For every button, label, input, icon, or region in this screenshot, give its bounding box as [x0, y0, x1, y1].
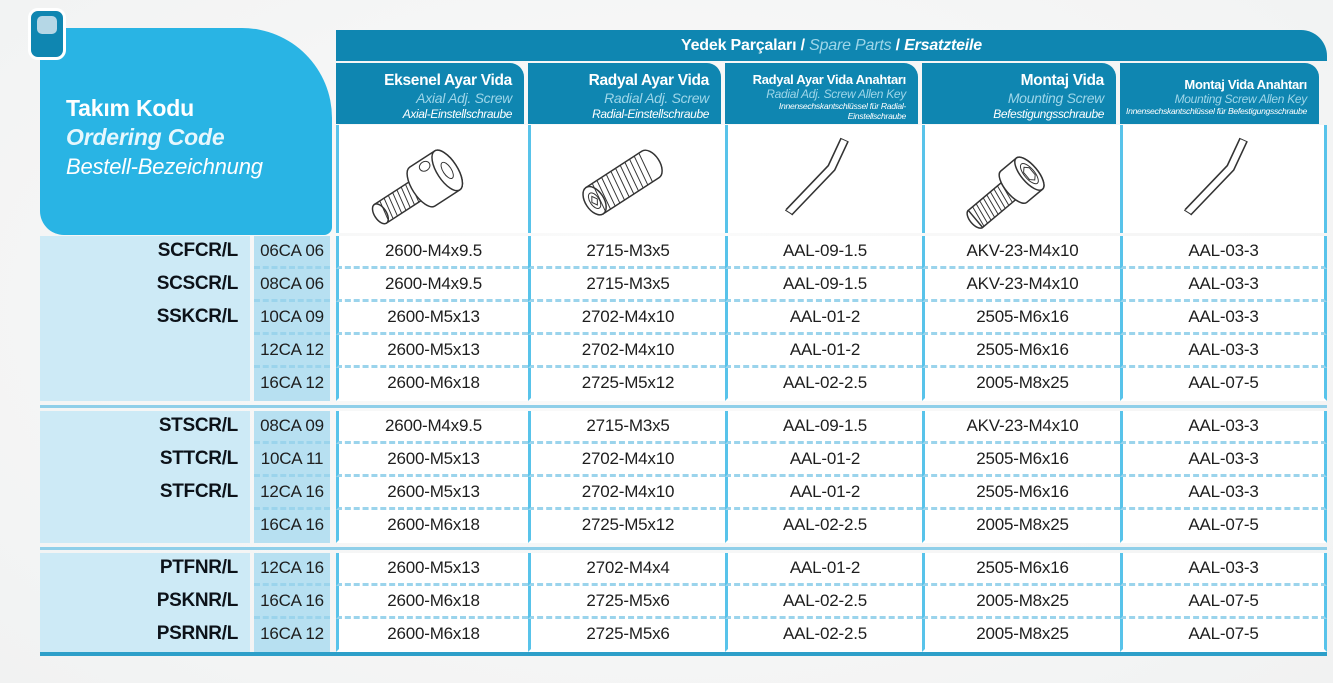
- cap-screw-drawing: [935, 129, 1111, 229]
- spare-parts-title-de: Ersatzteile: [904, 36, 982, 54]
- part-number-cell: 2725-M5x6: [528, 586, 725, 619]
- table-row: [40, 510, 1327, 543]
- column-headers: [336, 63, 1327, 124]
- part-number-cell: 2702-M4x10: [528, 477, 725, 510]
- group-separator-line: [40, 547, 1327, 550]
- set-screw-image-cell: [528, 125, 725, 233]
- allen-key-drawing: [1136, 129, 1312, 229]
- part-number-cell: 2005-M8x25: [922, 619, 1120, 652]
- part-number-cell: AAL-03-3: [1120, 269, 1327, 302]
- part-number-cell: 2725-M5x6: [528, 619, 725, 652]
- part-number-cell: AAL-01-2: [725, 444, 922, 477]
- size-code-cell: 12CA 16: [254, 553, 330, 586]
- part-number-cell: 2600-M4x9.5: [336, 236, 528, 269]
- size-code-cell: 16CA 12: [254, 619, 330, 652]
- set-screw-drawing: [540, 129, 716, 229]
- part-number-cell: 2005-M8x25: [922, 586, 1120, 619]
- table-row: [40, 553, 1327, 586]
- part-number-cell: AAL-03-3: [1120, 335, 1327, 368]
- part-number-cell: AAL-03-3: [1120, 411, 1327, 444]
- header-de: Innensechskantschlüssel für Befestigungsschraube: [1126, 106, 1307, 117]
- column-header-radial-allen-key: [725, 63, 918, 124]
- part-number-cell: 2600-M6x18: [336, 510, 528, 543]
- part-number-cell: AAL-03-3: [1120, 553, 1327, 586]
- size-code-cell: 08CA 06: [254, 269, 330, 302]
- header-en: Radial Adj. Screw: [604, 90, 709, 107]
- part-number-cell: 2600-M5x13: [336, 553, 528, 586]
- part-number-cell: 2505-M6x16: [922, 302, 1120, 335]
- header-tr: Montaj Vida Anahtarı: [1184, 76, 1307, 92]
- size-code-cell: 16CA 16: [254, 510, 330, 543]
- part-number-cell: 2600-M5x13: [336, 477, 528, 510]
- header-de: Axial-Einstellschraube: [402, 106, 512, 121]
- part-number-cell: AAL-07-5: [1120, 586, 1327, 619]
- tool-code-label: PTFNR/L: [40, 553, 250, 586]
- header-en: Mounting Screw Allen Key: [1174, 92, 1307, 107]
- part-number-cell: AAL-09-1.5: [725, 269, 922, 302]
- part-number-cell: 2715-M3x5: [528, 269, 725, 302]
- spare-parts-title-tr: Yedek Parçaları: [681, 36, 797, 54]
- table-row: [40, 619, 1327, 652]
- part-number-cell: 2600-M6x18: [336, 586, 528, 619]
- size-code-cell: 06CA 06: [254, 236, 330, 269]
- part-number-cell: 2702-M4x4: [528, 553, 725, 586]
- part-number-cell: 2702-M4x10: [528, 444, 725, 477]
- table-row: [40, 236, 1327, 269]
- part-number-cell: AKV-23-M4x10: [922, 236, 1120, 269]
- table-row: [40, 586, 1327, 619]
- header-tr: Radyal Ayar Vida Anahtarı: [752, 71, 906, 87]
- part-number-cell: 2600-M6x18: [336, 619, 528, 652]
- parts-table-body: [40, 236, 1327, 656]
- part-number-cell: AAL-03-3: [1120, 444, 1327, 477]
- part-number-cell: AAL-02-2.5: [725, 368, 922, 401]
- part-number-cell: 2600-M5x13: [336, 444, 528, 477]
- table-row: [40, 477, 1327, 510]
- tool-code-label: STFCR/L: [40, 477, 250, 510]
- tool-code-label: SCSCR/L: [40, 269, 250, 302]
- size-code-cell: 12CA 12: [254, 335, 330, 368]
- group-separator-line: [40, 405, 1327, 408]
- part-number-cell: AAL-09-1.5: [725, 236, 922, 269]
- spare-parts-band: [336, 30, 1327, 61]
- axial-screw-image-cell: [336, 125, 528, 233]
- part-number-cell: AAL-01-2: [725, 553, 922, 586]
- part-number-cell: 2005-M8x25: [922, 510, 1120, 543]
- group-separator: [40, 543, 1327, 553]
- header-en: Radial Adj. Screw Allen Key: [766, 86, 906, 101]
- mounting-screw-image-cell: [922, 125, 1120, 233]
- size-code-cell: 10CA 09: [254, 302, 330, 335]
- table-row: [40, 335, 1327, 368]
- part-number-cell: 2505-M6x16: [922, 477, 1120, 510]
- table-row: [40, 302, 1327, 335]
- group-separator: [40, 401, 1327, 411]
- ordering-code-panel: [40, 28, 332, 235]
- column-header-axial-screw: [336, 63, 524, 124]
- size-code-cell: 16CA 16: [254, 586, 330, 619]
- allen-key-image-cell: [1120, 125, 1327, 233]
- title-separator: /: [796, 36, 810, 54]
- part-number-cell: AAL-02-2.5: [725, 510, 922, 543]
- part-number-cell: AKV-23-M4x10: [922, 411, 1120, 444]
- tool-code-label: [40, 335, 250, 368]
- tool-code-label: SSKCR/L: [40, 302, 250, 335]
- tool-code-label: PSKNR/L: [40, 586, 250, 619]
- tool-code-label: [40, 510, 250, 543]
- allen-key-image-cell: [725, 125, 922, 233]
- part-number-cell: AAL-01-2: [725, 302, 922, 335]
- ordering-code-title-tr: Takım Kodu: [66, 95, 194, 121]
- part-number-cell: 2600-M4x9.5: [336, 269, 528, 302]
- header-en: Axial Adj. Screw: [416, 90, 512, 107]
- tool-code-label: [40, 368, 250, 401]
- part-images-row: [336, 125, 1327, 233]
- part-number-cell: 2600-M6x18: [336, 368, 528, 401]
- header-de: Radial-Einstellschraube: [592, 106, 709, 121]
- part-number-cell: 2600-M5x13: [336, 335, 528, 368]
- part-number-cell: 2600-M5x13: [336, 302, 528, 335]
- size-code-cell: 12CA 16: [254, 477, 330, 510]
- title-separator: /: [891, 36, 905, 54]
- header-tr: Eksenel Ayar Vida: [384, 72, 512, 90]
- part-number-cell: AAL-03-3: [1120, 236, 1327, 269]
- column-header-mounting-screw: [922, 63, 1116, 124]
- part-number-cell: AAL-01-2: [725, 335, 922, 368]
- axial-screw-drawing: [346, 129, 522, 229]
- part-number-cell: AKV-23-M4x10: [922, 269, 1120, 302]
- part-number-cell: AAL-07-5: [1120, 510, 1327, 543]
- table-row: [40, 269, 1327, 302]
- ordering-code-title-en: Ordering Code: [66, 124, 225, 150]
- spare-parts-title-en: Spare Parts: [809, 36, 892, 54]
- part-number-cell: 2600-M4x9.5: [336, 411, 528, 444]
- tool-code-label: STSCR/L: [40, 411, 250, 444]
- part-number-cell: AAL-02-2.5: [725, 619, 922, 652]
- header-en: Mounting Screw: [1007, 90, 1104, 107]
- corner-tab-inner-square: [37, 16, 57, 34]
- part-number-cell: AAL-07-5: [1120, 368, 1327, 401]
- part-number-cell: AAL-03-3: [1120, 477, 1327, 510]
- part-number-cell: AAL-07-5: [1120, 619, 1327, 652]
- header-de: Befestigungsschraube: [993, 106, 1104, 121]
- size-code-cell: 16CA 12: [254, 368, 330, 401]
- corner-tab-decoration: [28, 8, 66, 60]
- size-code-cell: 10CA 11: [254, 444, 330, 477]
- header-tr: Radyal Ayar Vida: [588, 72, 709, 90]
- part-number-cell: 2702-M4x10: [528, 335, 725, 368]
- column-header-mounting-allen-key: [1120, 63, 1319, 124]
- tool-code-label: SCFCR/L: [40, 236, 250, 269]
- part-number-cell: 2505-M6x16: [922, 444, 1120, 477]
- header-tr: Montaj Vida: [1020, 72, 1104, 90]
- part-number-cell: 2725-M5x12: [528, 368, 725, 401]
- part-number-cell: 2005-M8x25: [922, 368, 1120, 401]
- part-number-cell: 2702-M4x10: [528, 302, 725, 335]
- header-de: Innensechskantschlüssel für Radial-Einstellschraube: [778, 101, 906, 122]
- part-number-cell: AAL-01-2: [725, 477, 922, 510]
- tool-code-label: STTCR/L: [40, 444, 250, 477]
- column-header-radial-screw: [528, 63, 721, 124]
- part-number-cell: AAL-03-3: [1120, 302, 1327, 335]
- part-number-cell: 2505-M6x16: [922, 553, 1120, 586]
- size-code-cell: 08CA 09: [254, 411, 330, 444]
- part-number-cell: 2505-M6x16: [922, 335, 1120, 368]
- part-number-cell: 2725-M5x12: [528, 510, 725, 543]
- part-number-cell: AAL-02-2.5: [725, 586, 922, 619]
- table-row: [40, 368, 1327, 401]
- part-number-cell: 2715-M3x5: [528, 411, 725, 444]
- allen-key-drawing: [737, 129, 913, 229]
- part-number-cell: 2715-M3x5: [528, 236, 725, 269]
- ordering-code-title-de: Bestell-Bezeichnung: [66, 154, 263, 179]
- tool-code-label: PSRNR/L: [40, 619, 250, 652]
- part-number-cell: AAL-09-1.5: [725, 411, 922, 444]
- table-row: [40, 444, 1327, 477]
- table-row: [40, 411, 1327, 444]
